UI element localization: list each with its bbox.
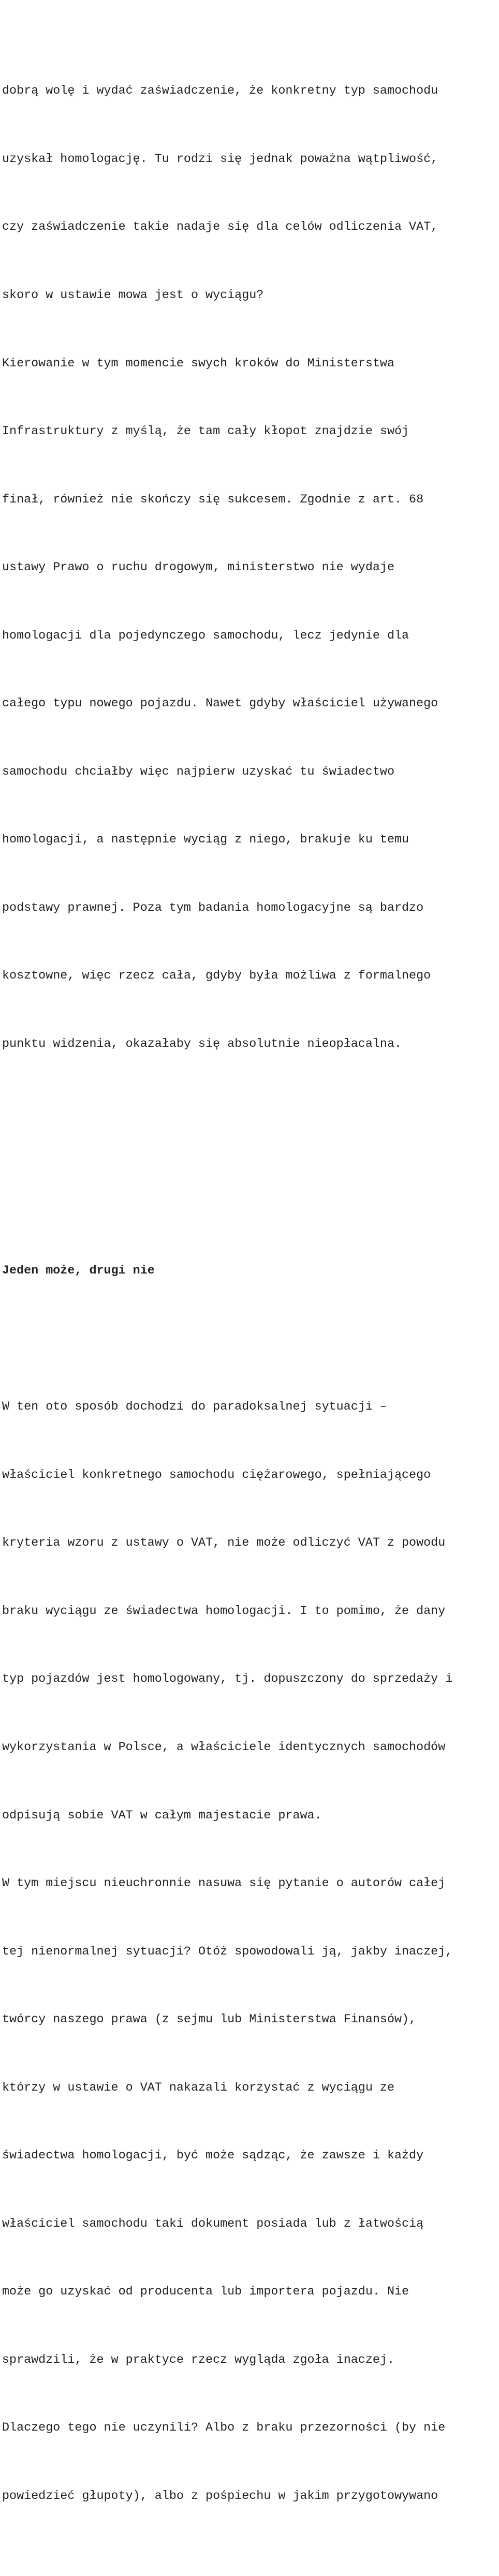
text-line: dobrą wolę i wydać zaświadczenie, że konkretny typ samochodu	[2, 84, 438, 98]
text-line: homologacji dla pojedynczego samochodu, lecz jedynie dla	[2, 629, 409, 643]
paragraph-spacer	[2, 1169, 499, 1192]
text-line: punktu widzenia, okazałaby się absolutnie nieopłacalna.	[2, 1037, 402, 1051]
paragraph-1	[2, 35, 499, 1102]
text-line: odpisują sobie VAT w całym majestacie prawa.	[2, 1809, 322, 1823]
text-line: którzy w ustawie o VAT nakazali korzystać z wyciągu ze	[2, 2081, 394, 2095]
text-line: kryteria wzoru z ustawy o VAT, nie może odliczyć VAT z powodu	[2, 1536, 446, 1550]
text-line: samochodu chciałby więc najpierw uzyskać tu świadectwo	[2, 765, 394, 779]
text-line: ustawy Prawo o ruchu drogowym, ministerstwo nie wydaje	[2, 561, 394, 575]
text-line: całego typu nowego pojazdu. Nawet gdyby właściciel używanego	[2, 697, 438, 711]
text-line: kosztowne, więc rzecz cała, gdyby była możliwa z formalnego	[2, 969, 431, 983]
text-line: wykorzystania w Polsce, a właściciele identycznych samochodów	[2, 1740, 446, 1754]
section-heading: Jeden może, drugi nie	[2, 1264, 155, 1278]
text-line: Kierowanie w tym momencie swych kroków do Ministerstwa	[2, 357, 394, 371]
text-line: może go uzyskać od producenta lub importera pojazdu. Nie	[2, 2285, 409, 2299]
text-line: podstawy prawnej. Poza tym badania homologacyjne są bardzo	[2, 901, 424, 915]
text-line: powiedzieć głupoty), albo z pośpiechu w jakim przygotowywano	[2, 2489, 438, 2503]
paragraph-2	[2, 1351, 499, 2554]
text-line: twórcy naszego prawa (z sejmu lub Ministerstwa Finansów),	[2, 2013, 417, 2027]
document-page	[2, 0, 499, 2576]
text-line: właściciel samochodu taki dokument posiada lub z łatwością	[2, 2217, 424, 2231]
text-line: finał, również nie skończy się sukcesem. Zgodnie z art. 68	[2, 493, 424, 507]
text-line: Dlaczego tego nie uczynili? Albo z braku przezorności (by nie	[2, 2421, 446, 2435]
text-line: skoro w ustawie mowa jest o wyciągu?	[2, 288, 264, 302]
text-line: braku wyciągu ze świadectwa homologacji. I to pomimo, że dany	[2, 1604, 446, 1618]
text-line: czy zaświadczenie takie nadaje się dla celów odliczenia VAT,	[2, 220, 438, 234]
text-line: W ten oto sposób dochodzi do paradoksalnej sytuacji –	[2, 1400, 387, 1414]
text-line: tej nienormalnej sytuacji? Otóż spowodowali ją, jakby inaczej,	[2, 1945, 453, 1959]
text-line: świadectwa homologacji, być może sądząc, że zawsze i każdy	[2, 2149, 424, 2163]
text-line: uzyskał homologację. Tu rodzi się jednak poważna wątpliwość,	[2, 152, 438, 166]
text-line: Infrastruktury z myślą, że tam cały kłopot znajdzie swój	[2, 425, 409, 439]
text-line: W tym miejscu nieuchronnie nasuwa się pytanie o autorów całej	[2, 1877, 446, 1891]
text-line: właściciel konkretnego samochodu ciężarowego, spełniającego	[2, 1468, 431, 1482]
text-line: typ pojazdów jest homologowany, tj. dopuszczony do sprzedaży i	[2, 1672, 453, 1686]
text-line: homologacji, a następnie wyciąg z niego, brakuje ku temu	[2, 833, 409, 847]
text-line: sprawdzili, że w praktyce rzecz wygląda zgoła inaczej.	[2, 2353, 394, 2367]
